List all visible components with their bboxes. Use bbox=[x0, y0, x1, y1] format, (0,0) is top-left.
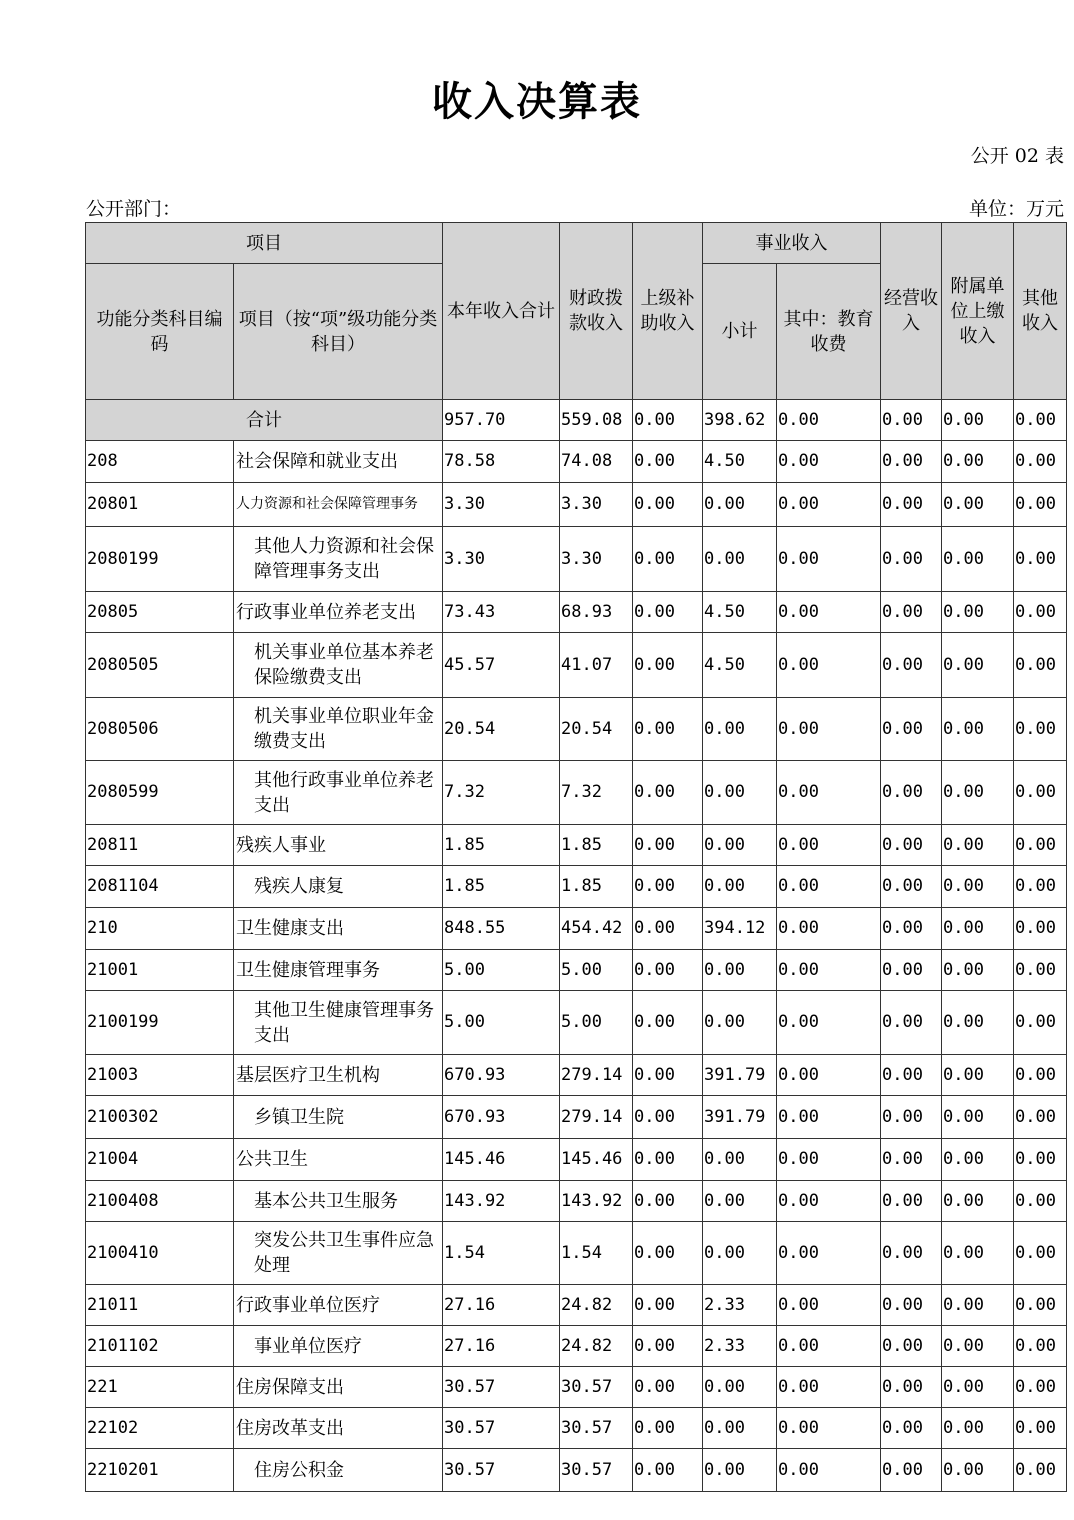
table-row bbox=[86, 633, 1067, 698]
row-value: 0.00 bbox=[703, 761, 777, 825]
table-row bbox=[86, 866, 1067, 908]
table-row bbox=[86, 761, 1067, 825]
row-value: 0.00 bbox=[633, 527, 703, 592]
row-code: 2100408 bbox=[86, 1181, 234, 1222]
total-value: 0.00 bbox=[633, 400, 703, 441]
row-value: 0.00 bbox=[777, 698, 881, 761]
row-value: 30.57 bbox=[560, 1449, 633, 1492]
row-value: 0.00 bbox=[1014, 761, 1067, 825]
row-value: 0.00 bbox=[633, 908, 703, 950]
row-value: 0.00 bbox=[881, 908, 942, 950]
header-project: 项目 bbox=[86, 223, 443, 264]
row-value: 0.00 bbox=[942, 1055, 1014, 1096]
total-row bbox=[86, 400, 1067, 441]
row-name: 卫生健康支出 bbox=[234, 908, 443, 950]
header-affiliate: 附属单位上缴收入 bbox=[942, 223, 1014, 400]
row-value: 0.00 bbox=[1014, 908, 1067, 950]
row-value: 0.00 bbox=[942, 991, 1014, 1055]
row-value: 0.00 bbox=[1014, 1055, 1067, 1096]
table-row bbox=[86, 1367, 1067, 1408]
row-value: 0.00 bbox=[881, 1096, 942, 1139]
row-value: 0.00 bbox=[942, 825, 1014, 866]
row-value: 0.00 bbox=[1014, 1096, 1067, 1139]
table-row bbox=[86, 1096, 1067, 1139]
page-title: 收入决算表 bbox=[432, 79, 642, 125]
row-value: 0.00 bbox=[703, 1367, 777, 1408]
row-value: 5.00 bbox=[560, 950, 633, 991]
row-name: 住房改革支出 bbox=[234, 1408, 443, 1449]
row-value: 0.00 bbox=[703, 698, 777, 761]
row-value: 0.00 bbox=[777, 950, 881, 991]
row-value: 0.00 bbox=[942, 950, 1014, 991]
row-value: 0.00 bbox=[881, 1181, 942, 1222]
table-row bbox=[86, 441, 1067, 483]
row-code: 208 bbox=[86, 441, 234, 483]
header-operating: 经营收入 bbox=[881, 223, 942, 400]
row-value: 30.57 bbox=[443, 1408, 560, 1449]
header-business: 事业收入 bbox=[703, 223, 881, 264]
row-value: 0.00 bbox=[777, 1408, 881, 1449]
total-value: 559.08 bbox=[560, 400, 633, 441]
row-value: 0.00 bbox=[881, 866, 942, 908]
row-value: 0.00 bbox=[777, 866, 881, 908]
row-value: 1.85 bbox=[560, 866, 633, 908]
row-value: 0.00 bbox=[1014, 1367, 1067, 1408]
row-value: 2.33 bbox=[703, 1326, 777, 1367]
row-code: 2081104 bbox=[86, 866, 234, 908]
row-code: 21011 bbox=[86, 1285, 234, 1326]
table-row bbox=[86, 1222, 1067, 1285]
row-value: 0.00 bbox=[1014, 592, 1067, 633]
row-value: 0.00 bbox=[942, 908, 1014, 950]
row-value: 4.50 bbox=[703, 633, 777, 698]
row-value: 143.92 bbox=[560, 1181, 633, 1222]
row-value: 0.00 bbox=[881, 592, 942, 633]
row-value: 0.00 bbox=[881, 441, 942, 483]
row-value: 0.00 bbox=[777, 1181, 881, 1222]
row-value: 0.00 bbox=[881, 1285, 942, 1326]
row-value: 0.00 bbox=[703, 527, 777, 592]
row-name: 基本公共卫生服务 bbox=[234, 1181, 443, 1222]
row-value: 5.00 bbox=[560, 991, 633, 1055]
row-value: 0.00 bbox=[881, 950, 942, 991]
row-value: 0.00 bbox=[777, 633, 881, 698]
row-name: 乡镇卫生院 bbox=[234, 1096, 443, 1139]
row-name: 事业单位医疗 bbox=[234, 1326, 443, 1367]
row-value: 20.54 bbox=[443, 698, 560, 761]
row-name: 基层医疗卫生机构 bbox=[234, 1055, 443, 1096]
row-value: 0.00 bbox=[881, 1449, 942, 1492]
row-value: 0.00 bbox=[777, 1449, 881, 1492]
table-row bbox=[86, 991, 1067, 1055]
row-value: 0.00 bbox=[703, 1222, 777, 1285]
row-value: 5.00 bbox=[443, 950, 560, 991]
row-value: 391.79 bbox=[703, 1096, 777, 1139]
row-code: 2080505 bbox=[86, 633, 234, 698]
row-name: 机关事业单位职业年金缴费支出 bbox=[234, 698, 443, 761]
row-value: 73.43 bbox=[443, 592, 560, 633]
row-value: 0.00 bbox=[1014, 866, 1067, 908]
header-other: 其他收入 bbox=[1014, 223, 1067, 400]
row-name: 行政事业单位养老支出 bbox=[234, 592, 443, 633]
row-code: 21001 bbox=[86, 950, 234, 991]
row-value: 0.00 bbox=[881, 761, 942, 825]
table-row bbox=[86, 950, 1067, 991]
row-value: 41.07 bbox=[560, 633, 633, 698]
row-value: 145.46 bbox=[443, 1139, 560, 1181]
row-value: 0.00 bbox=[633, 1222, 703, 1285]
row-value: 0.00 bbox=[633, 761, 703, 825]
row-value: 0.00 bbox=[777, 1055, 881, 1096]
row-value: 0.00 bbox=[703, 1139, 777, 1181]
row-value: 30.57 bbox=[443, 1367, 560, 1408]
row-name: 突发公共卫生事件应急处理 bbox=[234, 1222, 443, 1285]
row-value: 74.08 bbox=[560, 441, 633, 483]
row-value: 0.00 bbox=[777, 991, 881, 1055]
row-value: 0.00 bbox=[703, 1408, 777, 1449]
row-value: 27.16 bbox=[443, 1326, 560, 1367]
row-value: 0.00 bbox=[1014, 1449, 1067, 1492]
header-subtotal: 小计 bbox=[703, 264, 777, 400]
row-value: 0.00 bbox=[633, 1367, 703, 1408]
row-code: 221 bbox=[86, 1367, 234, 1408]
row-value: 68.93 bbox=[560, 592, 633, 633]
row-code: 2210201 bbox=[86, 1449, 234, 1492]
row-name: 其他卫生健康管理事务支出 bbox=[234, 991, 443, 1055]
row-code: 2080506 bbox=[86, 698, 234, 761]
row-value: 1.85 bbox=[443, 866, 560, 908]
row-value: 0.00 bbox=[881, 1139, 942, 1181]
row-value: 0.00 bbox=[1014, 1326, 1067, 1367]
row-value: 0.00 bbox=[777, 527, 881, 592]
row-value: 0.00 bbox=[703, 950, 777, 991]
row-value: 0.00 bbox=[777, 1222, 881, 1285]
row-value: 0.00 bbox=[1014, 698, 1067, 761]
row-value: 1.85 bbox=[443, 825, 560, 866]
row-value: 0.00 bbox=[633, 1326, 703, 1367]
row-name: 残疾人康复 bbox=[234, 866, 443, 908]
row-value: 0.00 bbox=[942, 761, 1014, 825]
row-value: 0.00 bbox=[942, 698, 1014, 761]
row-name: 社会保障和就业支出 bbox=[234, 441, 443, 483]
row-value: 0.00 bbox=[1014, 527, 1067, 592]
row-value: 0.00 bbox=[633, 1408, 703, 1449]
row-value: 670.93 bbox=[443, 1055, 560, 1096]
table-row bbox=[86, 908, 1067, 950]
row-value: 5.00 bbox=[443, 991, 560, 1055]
table-row bbox=[86, 1326, 1067, 1367]
row-value: 0.00 bbox=[942, 866, 1014, 908]
row-value: 454.42 bbox=[560, 908, 633, 950]
row-value: 0.00 bbox=[1014, 633, 1067, 698]
row-value: 0.00 bbox=[633, 1096, 703, 1139]
header-total: 本年收入合计 bbox=[443, 223, 560, 400]
row-value: 24.82 bbox=[560, 1285, 633, 1326]
row-value: 2.33 bbox=[703, 1285, 777, 1326]
row-code: 210 bbox=[86, 908, 234, 950]
row-value: 27.16 bbox=[443, 1285, 560, 1326]
row-value: 0.00 bbox=[777, 592, 881, 633]
form-number: 公开 02 表 bbox=[970, 145, 1064, 167]
row-value: 0.00 bbox=[633, 950, 703, 991]
row-value: 0.00 bbox=[942, 1096, 1014, 1139]
table-row bbox=[86, 527, 1067, 592]
row-value: 0.00 bbox=[942, 1326, 1014, 1367]
row-value: 0.00 bbox=[881, 483, 942, 527]
row-value: 0.00 bbox=[777, 1096, 881, 1139]
row-value: 0.00 bbox=[703, 825, 777, 866]
row-value: 0.00 bbox=[703, 483, 777, 527]
table-row bbox=[86, 1055, 1067, 1096]
row-value: 0.00 bbox=[1014, 1139, 1067, 1181]
row-code: 21004 bbox=[86, 1139, 234, 1181]
row-value: 0.00 bbox=[942, 1449, 1014, 1492]
table-row bbox=[86, 483, 1067, 527]
row-value: 30.57 bbox=[560, 1367, 633, 1408]
row-value: 0.00 bbox=[881, 991, 942, 1055]
row-value: 0.00 bbox=[942, 592, 1014, 633]
row-name: 卫生健康管理事务 bbox=[234, 950, 443, 991]
row-value: 0.00 bbox=[703, 1181, 777, 1222]
row-value: 45.57 bbox=[443, 633, 560, 698]
row-code: 2101102 bbox=[86, 1326, 234, 1367]
row-value: 0.00 bbox=[1014, 1181, 1067, 1222]
row-code: 2100302 bbox=[86, 1096, 234, 1139]
row-name: 其他行政事业单位养老支出 bbox=[234, 761, 443, 825]
row-value: 0.00 bbox=[633, 1139, 703, 1181]
row-value: 78.58 bbox=[443, 441, 560, 483]
row-name: 住房公积金 bbox=[234, 1449, 443, 1492]
row-value: 0.00 bbox=[777, 483, 881, 527]
row-value: 0.00 bbox=[942, 1139, 1014, 1181]
row-name: 人力资源和社会保障管理事务 bbox=[234, 483, 443, 527]
row-value: 0.00 bbox=[777, 1367, 881, 1408]
row-name: 行政事业单位医疗 bbox=[234, 1285, 443, 1326]
table-row bbox=[86, 825, 1067, 866]
table-row bbox=[86, 698, 1067, 761]
row-value: 848.55 bbox=[443, 908, 560, 950]
row-value: 0.00 bbox=[633, 991, 703, 1055]
total-value: 398.62 bbox=[703, 400, 777, 441]
row-value: 0.00 bbox=[942, 1222, 1014, 1285]
row-value: 0.00 bbox=[777, 825, 881, 866]
row-value: 0.00 bbox=[1014, 1408, 1067, 1449]
row-name: 住房保障支出 bbox=[234, 1367, 443, 1408]
row-value: 0.00 bbox=[942, 1285, 1014, 1326]
row-name: 其他人力资源和社会保障管理事务支出 bbox=[234, 527, 443, 592]
row-value: 3.30 bbox=[560, 527, 633, 592]
row-value: 0.00 bbox=[881, 1367, 942, 1408]
header-edu: 其中：教育收费 bbox=[777, 264, 881, 400]
row-value: 0.00 bbox=[633, 633, 703, 698]
total-value: 0.00 bbox=[1014, 400, 1067, 441]
row-value: 391.79 bbox=[703, 1055, 777, 1096]
table-row bbox=[86, 1449, 1067, 1492]
row-value: 0.00 bbox=[881, 698, 942, 761]
row-value: 1.54 bbox=[560, 1222, 633, 1285]
row-code: 2080199 bbox=[86, 527, 234, 592]
total-value: 957.70 bbox=[443, 400, 560, 441]
row-value: 0.00 bbox=[633, 1181, 703, 1222]
row-value: 0.00 bbox=[633, 1055, 703, 1096]
row-code: 20805 bbox=[86, 592, 234, 633]
row-value: 1.54 bbox=[443, 1222, 560, 1285]
row-value: 0.00 bbox=[777, 1326, 881, 1367]
row-value: 0.00 bbox=[1014, 950, 1067, 991]
income-table bbox=[85, 222, 1067, 1492]
row-code: 2100410 bbox=[86, 1222, 234, 1285]
table-row bbox=[86, 1139, 1067, 1181]
row-value: 0.00 bbox=[942, 1367, 1014, 1408]
row-value: 0.00 bbox=[703, 1449, 777, 1492]
row-value: 0.00 bbox=[633, 1449, 703, 1492]
total-value: 0.00 bbox=[777, 400, 881, 441]
row-value: 0.00 bbox=[777, 761, 881, 825]
row-value: 0.00 bbox=[633, 1285, 703, 1326]
row-value: 0.00 bbox=[1014, 1285, 1067, 1326]
row-value: 7.32 bbox=[443, 761, 560, 825]
row-value: 0.00 bbox=[633, 483, 703, 527]
table-row bbox=[86, 592, 1067, 633]
row-value: 0.00 bbox=[777, 908, 881, 950]
row-value: 0.00 bbox=[881, 1222, 942, 1285]
row-value: 279.14 bbox=[560, 1055, 633, 1096]
row-value: 0.00 bbox=[881, 825, 942, 866]
row-value: 670.93 bbox=[443, 1096, 560, 1139]
row-value: 0.00 bbox=[633, 592, 703, 633]
row-value: 1.85 bbox=[560, 825, 633, 866]
row-value: 279.14 bbox=[560, 1096, 633, 1139]
unit-label: 单位：万元 bbox=[968, 198, 1064, 220]
header-superior: 上级补助收入 bbox=[633, 223, 703, 400]
row-value: 20.54 bbox=[560, 698, 633, 761]
row-value: 0.00 bbox=[703, 991, 777, 1055]
row-value: 0.00 bbox=[942, 441, 1014, 483]
row-value: 0.00 bbox=[777, 1139, 881, 1181]
row-code: 22102 bbox=[86, 1408, 234, 1449]
row-value: 4.50 bbox=[703, 441, 777, 483]
total-label: 合计 bbox=[86, 400, 443, 441]
row-value: 30.57 bbox=[560, 1408, 633, 1449]
row-code: 20811 bbox=[86, 825, 234, 866]
row-value: 0.00 bbox=[1014, 483, 1067, 527]
row-value: 0.00 bbox=[703, 866, 777, 908]
row-value: 0.00 bbox=[881, 1326, 942, 1367]
row-value: 0.00 bbox=[633, 698, 703, 761]
header-item-name: 项目（按“项”级功能分类科目） bbox=[234, 264, 443, 400]
row-value: 0.00 bbox=[881, 633, 942, 698]
row-value: 24.82 bbox=[560, 1326, 633, 1367]
row-value: 30.57 bbox=[443, 1449, 560, 1492]
table-row bbox=[86, 1285, 1067, 1326]
total-value: 0.00 bbox=[942, 400, 1014, 441]
row-value: 0.00 bbox=[777, 1285, 881, 1326]
row-value: 0.00 bbox=[881, 1055, 942, 1096]
row-value: 0.00 bbox=[1014, 991, 1067, 1055]
row-code: 20801 bbox=[86, 483, 234, 527]
row-value: 0.00 bbox=[1014, 1222, 1067, 1285]
row-value: 0.00 bbox=[633, 825, 703, 866]
total-value: 0.00 bbox=[881, 400, 942, 441]
row-value: 0.00 bbox=[1014, 825, 1067, 866]
header-fiscal: 财政拨款收入 bbox=[560, 223, 633, 400]
table-row bbox=[86, 1408, 1067, 1449]
row-name: 公共卫生 bbox=[234, 1139, 443, 1181]
row-value: 7.32 bbox=[560, 761, 633, 825]
row-value: 0.00 bbox=[881, 1408, 942, 1449]
row-value: 0.00 bbox=[942, 527, 1014, 592]
row-value: 394.12 bbox=[703, 908, 777, 950]
row-value: 0.00 bbox=[942, 1408, 1014, 1449]
row-value: 0.00 bbox=[633, 866, 703, 908]
row-code: 2080599 bbox=[86, 761, 234, 825]
row-value: 0.00 bbox=[881, 527, 942, 592]
row-value: 0.00 bbox=[942, 1181, 1014, 1222]
row-value: 0.00 bbox=[942, 633, 1014, 698]
row-value: 0.00 bbox=[777, 441, 881, 483]
row-value: 4.50 bbox=[703, 592, 777, 633]
department-label: 公开部门： bbox=[86, 198, 182, 220]
table-row bbox=[86, 1181, 1067, 1222]
row-value: 0.00 bbox=[633, 441, 703, 483]
row-name: 残疾人事业 bbox=[234, 825, 443, 866]
row-value: 0.00 bbox=[1014, 441, 1067, 483]
row-value: 3.30 bbox=[443, 483, 560, 527]
row-code: 2100199 bbox=[86, 991, 234, 1055]
row-value: 145.46 bbox=[560, 1139, 633, 1181]
header-func-code: 功能分类科目编码 bbox=[86, 264, 234, 400]
row-code: 21003 bbox=[86, 1055, 234, 1096]
row-value: 3.30 bbox=[560, 483, 633, 527]
row-value: 143.92 bbox=[443, 1181, 560, 1222]
row-value: 0.00 bbox=[942, 483, 1014, 527]
row-value: 3.30 bbox=[443, 527, 560, 592]
row-name: 机关事业单位基本养老保险缴费支出 bbox=[234, 633, 443, 698]
